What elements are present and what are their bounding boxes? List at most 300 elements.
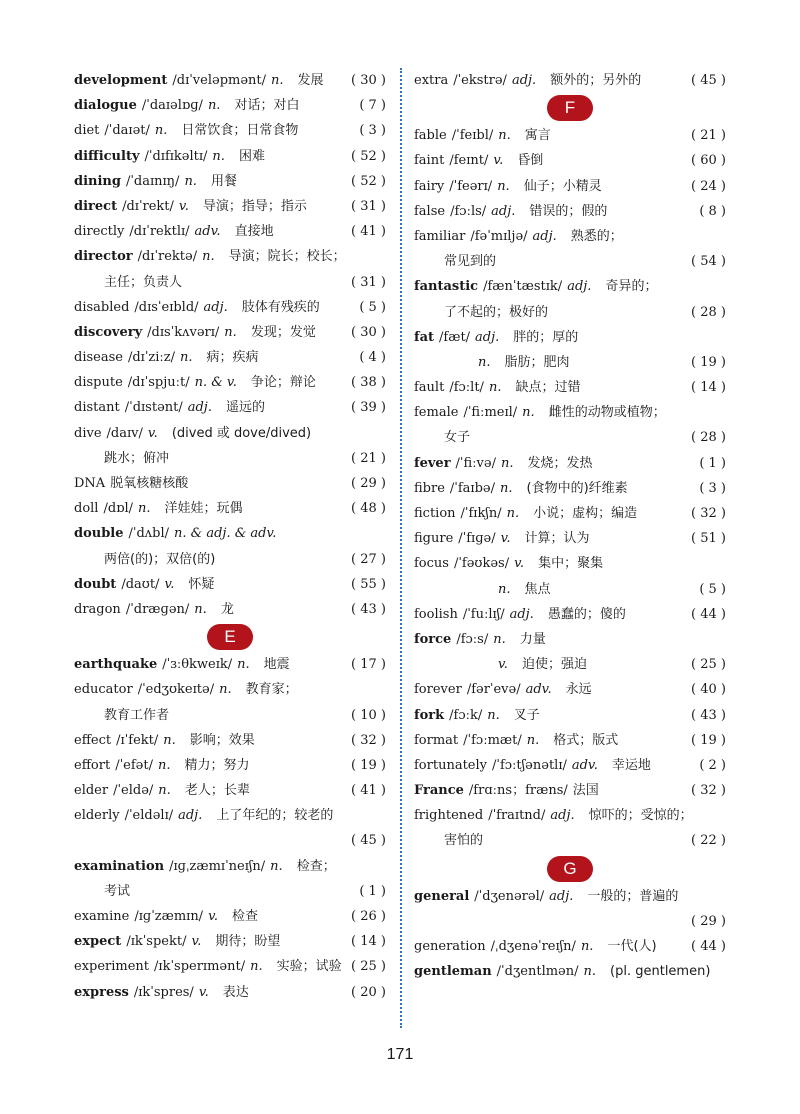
meaning: 焦点 — [524, 581, 551, 597]
dictionary-entry — [74, 904, 386, 929]
page-reference: ( 25 ) — [351, 959, 386, 975]
meaning: 实验；试验 — [276, 959, 342, 975]
phonetic: /ˈfɪɡə/ — [458, 531, 496, 547]
part-of-speech: adv. — [525, 682, 552, 698]
meaning: 仙子；小精灵 — [523, 178, 602, 194]
phonetic: /fərˈevə/ — [466, 682, 521, 698]
dictionary-entry — [414, 476, 726, 501]
part-of-speech: n. — [163, 732, 176, 748]
part-of-speech: v. — [493, 153, 504, 169]
headword: express — [74, 984, 129, 1000]
phonetic: /ˈdaɪəlɒɡ/ — [141, 98, 203, 114]
page-reference: ( 26 ) — [351, 909, 386, 924]
dictionary-entry — [414, 551, 726, 576]
page-reference: ( 21 ) — [351, 450, 386, 466]
phonetic: /ˈdʌbl/ — [128, 526, 169, 542]
meaning: 地震 — [263, 657, 290, 673]
dictionary-entry — [414, 677, 726, 702]
headword: fork — [414, 707, 445, 723]
meaning: 迫使；强迫 — [521, 657, 587, 673]
page-reference: ( 19 ) — [691, 732, 726, 748]
phonetic: /ˈdaɪnɪŋ/ — [125, 173, 180, 189]
meaning: 洋娃娃；玩偶 — [164, 501, 243, 517]
phonetic: /frɑːns；fræns/ — [468, 783, 568, 799]
page-reference: ( 52 ) — [351, 148, 386, 164]
part-of-speech: adv. — [571, 757, 598, 773]
dictionary-entry — [74, 778, 386, 803]
dictionary-entry — [74, 929, 386, 954]
headword: fat — [414, 329, 435, 345]
dictionary-entry — [74, 370, 386, 395]
dictionary-entry — [74, 295, 386, 320]
meaning: 小说；虚构；编造 — [533, 506, 638, 521]
meaning: 检查； — [296, 858, 336, 874]
page-reference: ( 14 ) — [691, 380, 726, 396]
meaning: 肢体有残疾的 — [241, 299, 320, 315]
meaning: (dived 或 dove/dived) — [171, 425, 312, 441]
part-of-speech: n. — [158, 783, 171, 799]
dictionary-entry — [74, 421, 386, 446]
headword: generation — [414, 939, 486, 954]
page-reference: ( 5 ) — [699, 581, 726, 597]
phonetic: /ˈefət/ — [115, 757, 153, 773]
phonetic: /ɪkˈspekt/ — [126, 934, 187, 950]
page-reference: ( 3 ) — [359, 123, 386, 139]
meaning: 龙 — [220, 601, 234, 617]
meaning: 法国 — [572, 783, 599, 799]
phonetic: /ˈeldə/ — [113, 783, 154, 799]
meaning: 遥远的 — [225, 400, 265, 416]
entry-continuation — [414, 909, 726, 934]
headword: faint — [414, 153, 445, 169]
meaning: 期待；盼望 — [215, 934, 281, 950]
page-reference: ( 10 ) — [351, 707, 386, 723]
phonetic: /ˈdɪfɪkəltɪ/ — [144, 148, 208, 164]
page-reference: ( 31 ) — [351, 274, 386, 290]
meaning: 格式；版式 — [553, 732, 619, 748]
dictionary-entry — [414, 602, 726, 627]
dictionary-entry — [414, 526, 726, 551]
page-reference: ( 45 ) — [351, 833, 386, 849]
meaning: 发烧；发热 — [527, 455, 593, 471]
dictionary-entry — [74, 244, 386, 269]
phonetic: /daʊt/ — [121, 576, 160, 592]
part-of-speech: v. — [178, 198, 189, 214]
page-reference: ( 32 ) — [691, 506, 726, 521]
headword: direct — [74, 198, 118, 214]
part-of-speech: n. — [219, 682, 232, 698]
page-reference: ( 30 ) — [351, 324, 386, 340]
page-reference: ( 5 ) — [359, 299, 386, 315]
headword: earthquake — [74, 657, 158, 673]
page-reference: ( 54 ) — [691, 254, 726, 270]
meaning: (pl. gentlemen) — [610, 964, 711, 980]
part-of-speech: adj. — [509, 606, 534, 622]
dictionary-entry — [414, 325, 726, 350]
part-of-speech: n. — [478, 354, 491, 370]
meaning: 奇异的； — [605, 279, 658, 295]
page-reference: ( 32 ) — [351, 732, 386, 748]
headword: force — [414, 631, 452, 647]
headword: dialogue — [74, 98, 137, 114]
dictionary-entry — [74, 572, 386, 597]
part-of-speech: n. & v. — [194, 375, 237, 391]
headword: double — [74, 526, 124, 542]
phonetic: /ˈfiːmeɪl/ — [463, 405, 518, 421]
meaning: 影响；效果 — [189, 732, 255, 748]
phonetic: /ˈdʒentlmən/ — [496, 964, 579, 980]
dictionary-entry — [414, 728, 726, 753]
part-of-speech: v. — [198, 984, 209, 1000]
headword: elderly — [74, 808, 120, 824]
part-of-speech: adj. — [567, 279, 592, 295]
dictionary-entry — [414, 400, 726, 425]
page-reference: ( 44 ) — [691, 606, 726, 622]
phonetic: /fænˈtæstɪk/ — [483, 279, 563, 295]
dictionary-entry — [74, 93, 386, 118]
phonetic: /dɪˈrektə/ — [137, 249, 198, 265]
part-of-speech: n. — [522, 405, 535, 421]
dictionary-entry — [74, 118, 386, 143]
part-of-speech: adj. — [491, 203, 516, 219]
headword: false — [414, 203, 446, 219]
meaning: 日常饮食；日常食物 — [181, 123, 299, 139]
page-reference: ( 21 ) — [691, 128, 726, 144]
part-of-speech: n. — [497, 178, 510, 194]
headword: dive — [74, 425, 102, 441]
part-of-speech: n. — [184, 173, 197, 189]
part-of-speech: n. — [500, 455, 514, 471]
part-of-speech: v. — [500, 531, 511, 547]
entry-continuation — [74, 270, 386, 295]
meaning: 发展 — [297, 73, 324, 88]
dictionary-entry — [74, 652, 386, 677]
meaning: 用餐 — [210, 173, 237, 189]
dictionary-entry — [74, 753, 386, 778]
section-letter-badge: F — [547, 95, 593, 121]
meaning: 跳水；俯冲 — [104, 450, 170, 466]
part-of-speech: n. — [271, 73, 284, 88]
part-of-speech: v. — [514, 556, 525, 572]
meaning: 脱氧核糖核酸 — [110, 476, 189, 491]
part-of-speech: n. — [526, 732, 540, 748]
page-reference: ( 43 ) — [691, 707, 726, 723]
part-of-speech: n. — [194, 601, 207, 617]
meaning: 一般的；普遍的 — [587, 888, 679, 904]
section-badge-row — [414, 93, 726, 123]
page-reference: ( 30 ) — [351, 73, 386, 88]
page-reference: ( 45 ) — [691, 73, 726, 88]
phonetic: /ˈdræɡən/ — [125, 601, 190, 617]
headword: dispute — [74, 375, 123, 391]
phonetic: /dɒl/ — [103, 501, 134, 517]
headword: fantastic — [414, 279, 479, 295]
headword: educator — [74, 682, 133, 698]
part-of-speech: n. — [493, 631, 506, 647]
phonetic: /dɪˈrektlɪ/ — [129, 224, 190, 240]
headword: fable — [414, 128, 447, 144]
meaning: 考试 — [104, 883, 131, 899]
dictionary-entry — [74, 169, 386, 194]
meaning: 老人；长辈 — [184, 783, 250, 799]
section-badge-row — [414, 854, 726, 884]
part-of-speech: n. — [498, 581, 511, 597]
part-of-speech: n. — [237, 657, 250, 673]
page-reference: ( 19 ) — [351, 757, 386, 773]
phonetic: /dɪˈziːz/ — [127, 350, 176, 366]
page-reference: ( 29 ) — [351, 476, 386, 491]
part-of-speech: adj. — [532, 228, 557, 244]
phonetic: /fæt/ — [439, 329, 471, 345]
phonetic: /ˈfiːvə/ — [455, 455, 496, 471]
phonetic: /ˈfəʊkəs/ — [453, 556, 510, 572]
headword: examination — [74, 858, 165, 874]
dictionary-entry — [74, 677, 386, 702]
headword: figure — [414, 531, 454, 547]
page-reference: ( 2 ) — [699, 757, 726, 773]
headword: diet — [74, 123, 100, 139]
page-reference: ( 27 ) — [351, 551, 386, 567]
section-letter-badge: E — [207, 624, 253, 650]
section-letter-badge: G — [547, 856, 593, 882]
phonetic: /ˈeldəlɪ/ — [124, 808, 174, 824]
page-reference: ( 28 ) — [691, 430, 726, 446]
phonetic: /ˌdʒenəˈreɪʃn/ — [490, 939, 576, 954]
dictionary-entry — [74, 521, 386, 546]
phonetic: /dɪsˈeɪbld/ — [134, 299, 199, 315]
meaning: 导演；指导；指示 — [202, 198, 307, 214]
meaning: 导演；院长；校长； — [228, 249, 346, 265]
dictionary-entry — [74, 471, 386, 496]
page-reference: ( 19 ) — [691, 354, 726, 370]
phonetic: /ˈdʒenərəl/ — [474, 888, 545, 904]
phonetic: /fɔːs/ — [456, 631, 489, 647]
phonetic: /ˈfɪkʃn/ — [460, 506, 502, 521]
part-of-speech: n. — [157, 757, 171, 773]
headword: DNA — [74, 476, 106, 491]
part-of-speech: v. — [208, 909, 219, 924]
dictionary-entry — [74, 803, 386, 828]
dictionary-entry — [74, 980, 386, 1005]
meaning: 了不起的；极好的 — [444, 304, 549, 320]
part-of-speech: n. — [498, 128, 511, 144]
headword: development — [74, 73, 168, 88]
dictionary-entry — [74, 194, 386, 219]
dictionary-entry — [414, 451, 726, 476]
meaning: 主任；负责人 — [104, 274, 183, 290]
phonetic: /ˈfɔːmæt/ — [463, 732, 522, 748]
phonetic: /ˈfraɪtnd/ — [488, 808, 546, 824]
meaning: 上了年纪的；较老的 — [216, 808, 334, 824]
entry-continuation — [414, 350, 726, 375]
headword: fiction — [414, 506, 456, 521]
dictionary-entry — [414, 199, 726, 224]
part-of-speech: n. — [180, 350, 193, 366]
headword: forever — [414, 682, 462, 698]
part-of-speech: adj. — [475, 329, 500, 345]
meaning: 病；疾病 — [206, 350, 259, 366]
part-of-speech: n. — [212, 148, 225, 164]
headword: doll — [74, 501, 99, 517]
headword: foolish — [414, 606, 458, 622]
meaning: 错误的；假的 — [529, 203, 608, 219]
headword: experiment — [74, 959, 150, 975]
phonetic: /ˈfaɪbə/ — [449, 480, 495, 496]
meaning: 常见到的 — [444, 254, 497, 270]
headword: extra — [414, 73, 449, 88]
part-of-speech: n. — [224, 324, 237, 340]
dictionary-entry — [414, 803, 726, 828]
meaning: 寓言 — [524, 128, 551, 144]
dictionary-entry — [414, 959, 726, 984]
page-reference: ( 20 ) — [351, 984, 386, 1000]
dictionary-entry — [414, 778, 726, 803]
phonetic: /ˈdɪstənt/ — [124, 400, 183, 416]
headword: disabled — [74, 299, 130, 315]
part-of-speech: n. — [487, 707, 500, 723]
phonetic: /ɪkˈsperɪmənt/ — [154, 959, 246, 975]
page-reference: ( 40 ) — [691, 682, 726, 698]
meaning: 困难 — [238, 148, 265, 164]
meaning: 雌性的动物或植物； — [548, 405, 666, 421]
headword: gentleman — [414, 964, 492, 980]
phonetic: /dɪˈrekt/ — [122, 198, 174, 214]
meaning: 精力；努力 — [184, 757, 250, 773]
meaning: 叉子 — [513, 707, 540, 723]
entry-continuation — [414, 425, 726, 450]
part-of-speech: n. — [250, 959, 263, 975]
part-of-speech: n. — [499, 480, 513, 496]
headword: effect — [74, 732, 112, 748]
headword: doubt — [74, 576, 117, 592]
headword: expect — [74, 934, 122, 950]
headword: dining — [74, 173, 121, 189]
part-of-speech: n. — [202, 249, 215, 265]
page-reference: ( 60 ) — [691, 153, 726, 169]
meaning: 集中；聚集 — [538, 556, 604, 572]
dictionary-entry — [74, 320, 386, 345]
dictionary-entry — [414, 123, 726, 148]
page-reference: ( 14 ) — [351, 934, 386, 950]
meaning: 表达 — [222, 984, 249, 1000]
page-reference: ( 3 ) — [699, 480, 726, 496]
headword: fairy — [414, 178, 445, 194]
meaning: 永远 — [565, 682, 592, 698]
phonetic: /fɔːls/ — [450, 203, 487, 219]
part-of-speech: n. — [270, 858, 283, 874]
part-of-speech: n. — [580, 939, 594, 954]
meaning: 胖的；厚的 — [513, 329, 579, 345]
headword: dragon — [74, 601, 121, 617]
page-reference: ( 31 ) — [351, 198, 386, 214]
page-reference: ( 32 ) — [691, 783, 726, 799]
dictionary-entry — [74, 854, 386, 879]
dictionary-entry — [414, 68, 726, 93]
part-of-speech: n. & adj. & adv. — [174, 526, 277, 542]
phonetic: /feɪnt/ — [449, 153, 489, 169]
page-reference: ( 41 ) — [351, 783, 386, 799]
headword: director — [74, 249, 133, 265]
phonetic: /ˈfɔːtʃənətlɪ/ — [492, 757, 567, 773]
headword: format — [414, 732, 459, 748]
entry-continuation — [414, 828, 726, 853]
phonetic: /ˈfuːlɪʃ/ — [462, 606, 505, 622]
part-of-speech: v. — [498, 657, 508, 673]
entry-continuation — [74, 547, 386, 572]
dictionary-entry — [414, 703, 726, 728]
dictionary-entry — [414, 627, 726, 652]
dictionary-entry — [414, 753, 726, 778]
dictionary-entry — [414, 148, 726, 173]
meaning: 幸运地 — [611, 757, 651, 773]
dictionary-entry — [414, 934, 726, 959]
phonetic: /fɔːlt/ — [449, 380, 484, 396]
meaning: 发现；发觉 — [250, 324, 316, 340]
meaning: 教育工作者 — [104, 707, 170, 723]
meaning: 女子 — [444, 430, 471, 446]
dictionary-entry — [74, 395, 386, 420]
entry-continuation — [414, 577, 726, 602]
part-of-speech: v. — [164, 576, 175, 592]
part-of-speech: n. — [583, 964, 597, 980]
meaning: 额外的；另外的 — [550, 73, 642, 88]
phonetic: /dɪsˈkʌvərɪ/ — [147, 324, 220, 340]
headword: disease — [74, 350, 123, 366]
headword: examine — [74, 909, 130, 924]
headword: directly — [74, 224, 125, 240]
meaning: 惊吓的；受惊的； — [588, 808, 693, 824]
dictionary-entry — [74, 728, 386, 753]
dictionary-entry — [414, 174, 726, 199]
phonetic: /ˈekstrə/ — [453, 73, 507, 88]
part-of-speech: adj. — [203, 299, 228, 315]
phonetic: /dɪˈveləpmənt/ — [172, 73, 267, 88]
part-of-speech: adj. — [187, 400, 212, 416]
meaning: 对话；对白 — [234, 98, 300, 114]
column-divider — [400, 68, 402, 1028]
meaning: (食物中的)纤维素 — [526, 480, 628, 496]
dictionary-entry — [74, 597, 386, 622]
part-of-speech: adv. — [194, 224, 221, 240]
headword: general — [414, 888, 470, 904]
entry-continuation — [414, 249, 726, 274]
phonetic: /ˈdaɪət/ — [104, 123, 150, 139]
headword: difficulty — [74, 148, 140, 164]
page-reference: ( 28 ) — [691, 304, 726, 320]
part-of-speech: n. — [138, 501, 151, 517]
meaning: 熟悉的； — [570, 228, 623, 244]
phonetic: /ˈedʒʊkeɪtə/ — [137, 682, 215, 698]
meaning: 愚蠢的；傻的 — [547, 606, 626, 622]
dictionary-entry — [414, 274, 726, 299]
page-reference: ( 51 ) — [691, 531, 726, 547]
meaning: 两倍(的)；双倍(的) — [104, 551, 216, 567]
meaning: 害怕的 — [444, 833, 484, 849]
headword: focus — [414, 556, 449, 572]
phonetic: /daɪv/ — [106, 425, 143, 441]
entry-continuation — [414, 300, 726, 325]
phonetic: /ɪɡˌzæmɪˈneɪʃn/ — [169, 858, 266, 874]
meaning: 教育家； — [245, 682, 298, 698]
headword: frightened — [414, 808, 484, 824]
phonetic: /ɪɡˈzæmɪn/ — [134, 909, 204, 924]
dictionary-entry — [74, 219, 386, 244]
meaning: 力量 — [519, 631, 546, 647]
meaning: 脂肪；肥肉 — [504, 354, 570, 370]
meaning: 计算；认为 — [524, 531, 590, 547]
part-of-speech: v. — [191, 934, 202, 950]
headword: female — [414, 405, 459, 421]
